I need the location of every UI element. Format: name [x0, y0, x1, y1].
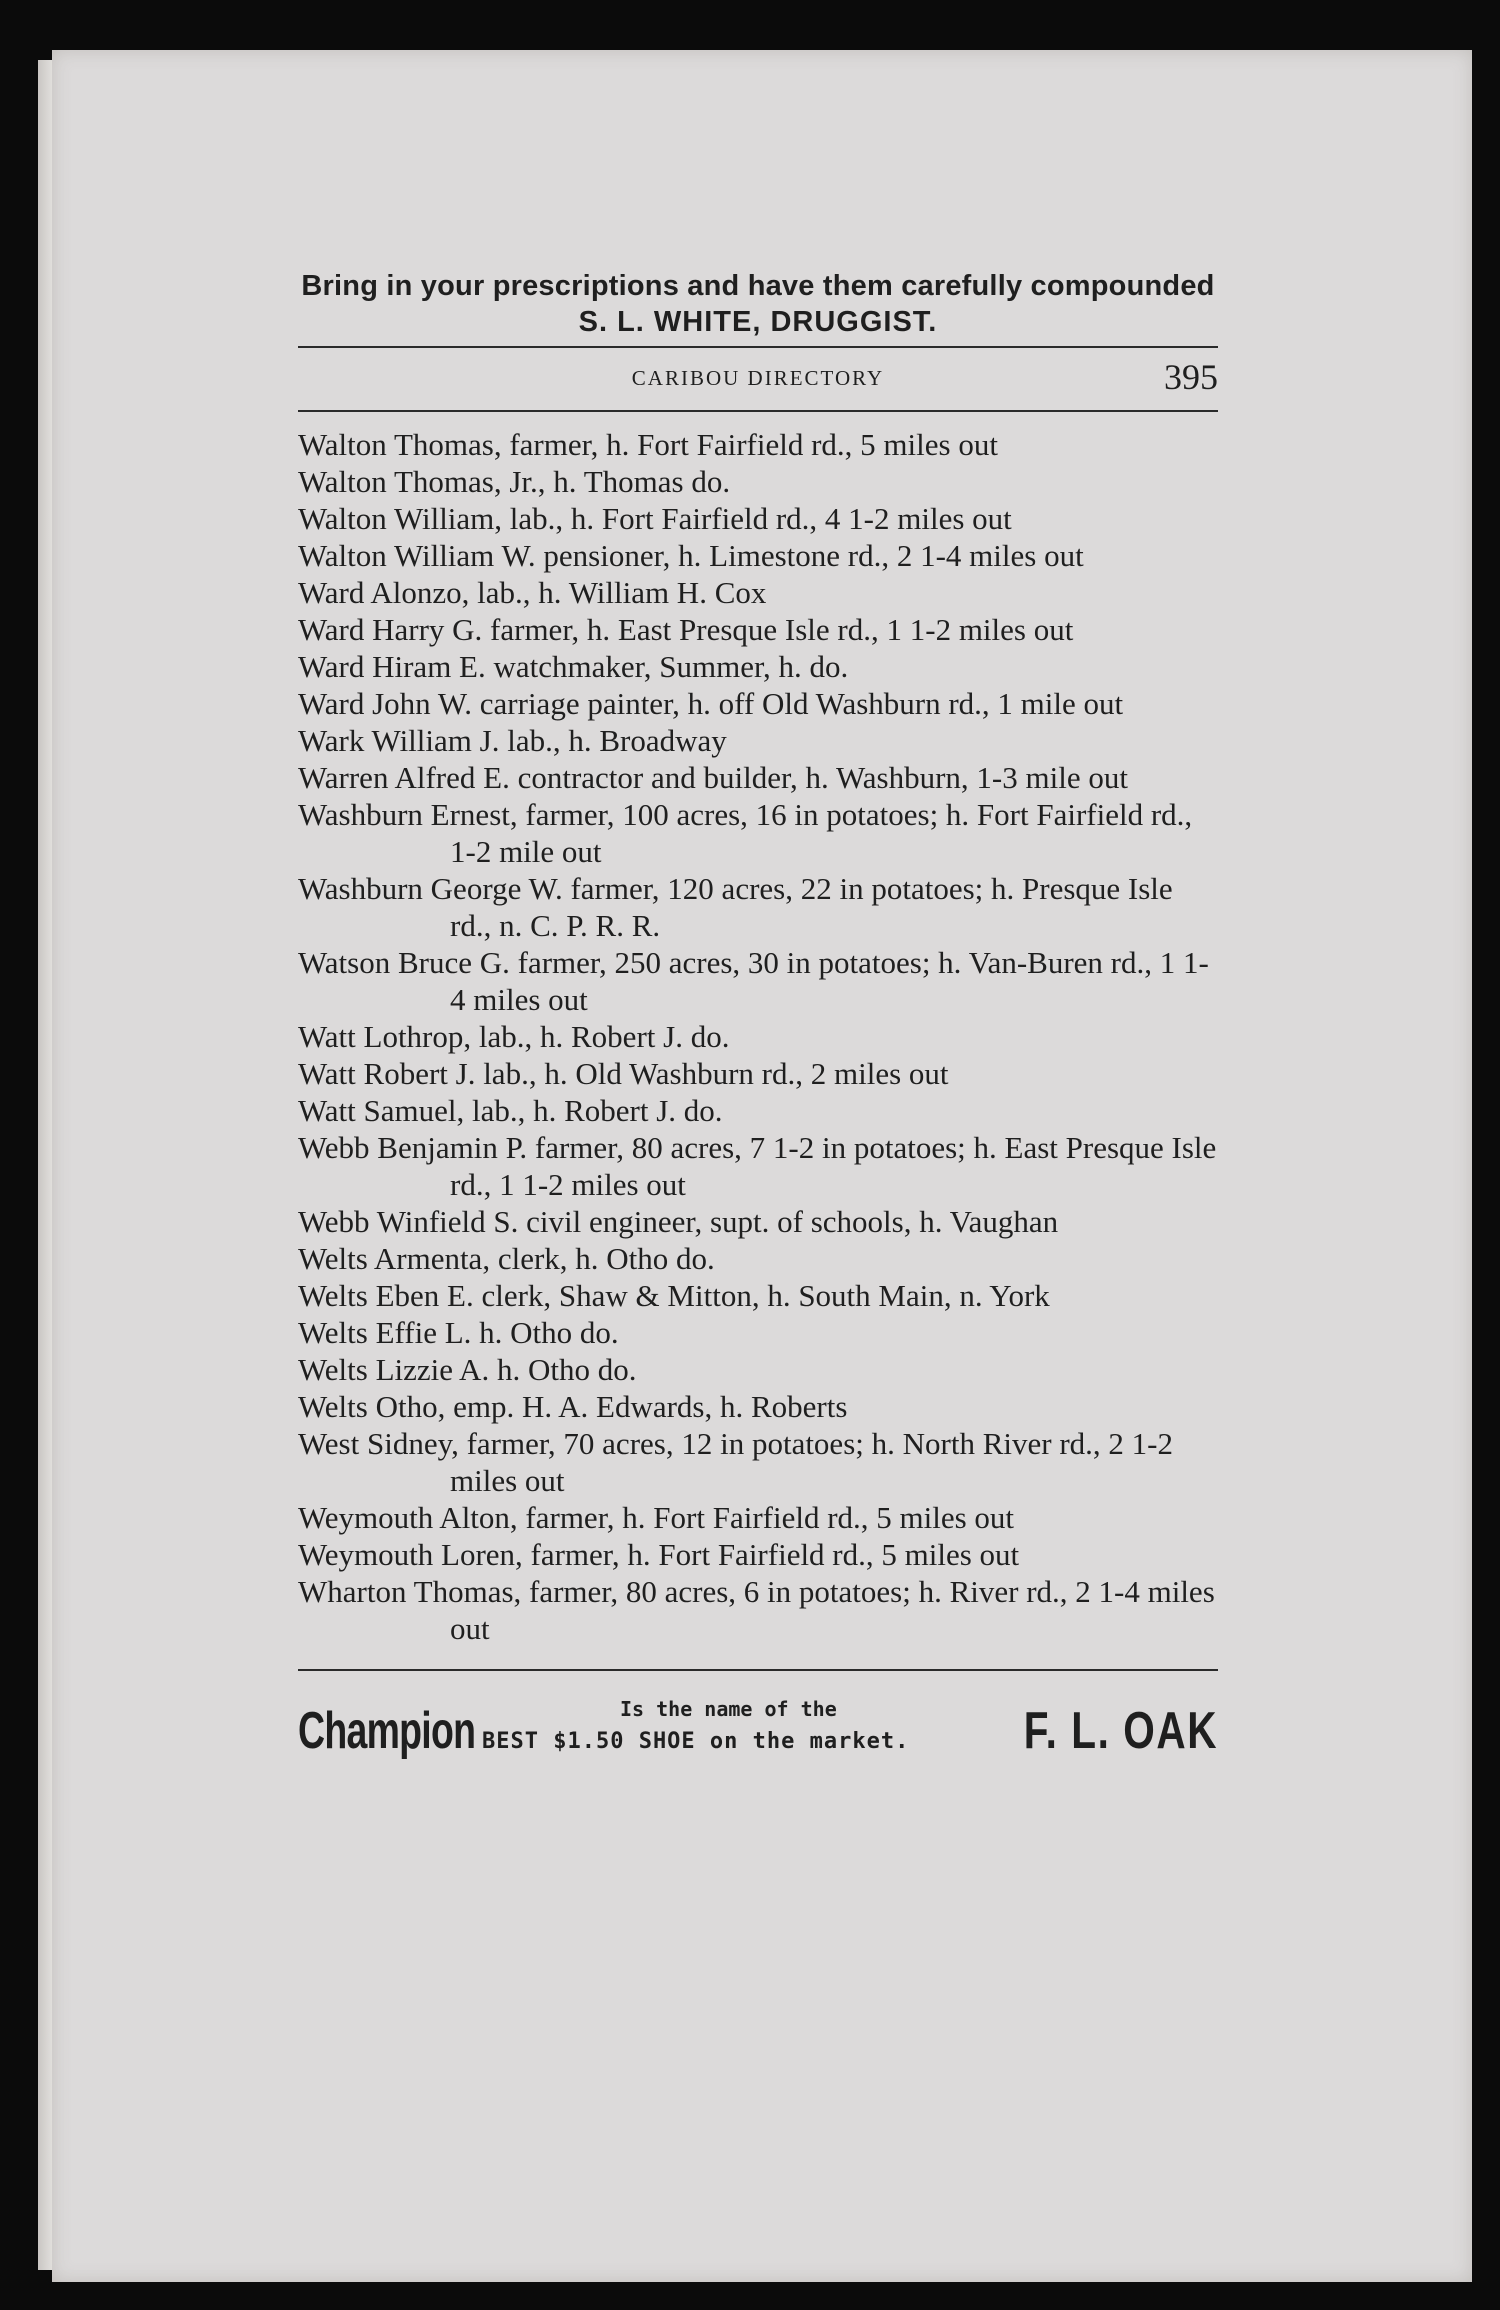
directory-entry: Washburn George W. farmer, 120 acres, 22 in potatoes; h. Presque Isle rd., n. C. P. R. R. — [298, 871, 1173, 943]
footer-advertisement — [298, 1695, 1218, 1771]
directory-entry: Welts Otho, emp. H. A. Edwards, h. Roberts — [298, 1389, 848, 1424]
directory-entry: Walton Thomas, Jr., h. Thomas do. — [298, 464, 731, 499]
page-content — [298, 268, 1218, 1771]
running-title: CARIBOU DIRECTORY — [631, 366, 885, 390]
directory-entry: Washburn Ernest, farmer, 100 acres, 16 in potatoes; h. Fort Fairfield rd., 1-2 mile out — [298, 797, 1193, 869]
directory-entry: Ward Harry G. farmer, h. East Presque Isle rd., 1 1-2 miles out — [298, 612, 1074, 647]
directory-entry: Welts Effie L. h. Otho do. — [298, 1315, 619, 1350]
directory-entry: Welts Lizzie A. h. Otho do. — [298, 1352, 637, 1387]
directory-entry: Walton William, lab., h. Fort Fairfield rd., 4 1-2 miles out — [298, 501, 1012, 536]
directory-entry: Watt Robert J. lab., h. Old Washburn rd., 2 miles out — [298, 1056, 949, 1091]
header-ad-line2: S. L. WHITE, DRUGGIST. — [578, 306, 938, 338]
footer-ad-tagline-top: Is the name of the — [620, 1697, 837, 1721]
directory-entry: Walton Thomas, farmer, h. Fort Fairfield rd., 5 miles out — [298, 427, 998, 462]
running-header — [298, 348, 1218, 404]
directory-entries — [298, 426, 1218, 1647]
directory-entry: Welts Armenta, clerk, h. Otho do. — [298, 1241, 715, 1276]
directory-entry: Ward Hiram E. watchmaker, Summer, h. do. — [298, 649, 849, 684]
directory-entry: Watson Bruce G. farmer, 250 acres, 30 in potatoes; h. Van-Buren rd., 1 1-4 miles out — [298, 945, 1209, 1017]
footer-ad-merchant: F. L. OAK — [1023, 1702, 1218, 1760]
running-header-rule — [298, 410, 1218, 412]
directory-entry: Webb Winfield S. civil engineer, supt. of schools, h. Vaughan — [298, 1204, 1059, 1239]
directory-entry: Ward Alonzo, lab., h. William H. Cox — [298, 575, 767, 610]
header-advertisement — [298, 268, 1218, 340]
footer-ad-brand: Champion — [298, 1702, 476, 1760]
directory-entry: Welts Eben E. clerk, Shaw & Mitton, h. South Main, n. York — [298, 1278, 1050, 1313]
directory-entry: Wharton Thomas, farmer, 80 acres, 6 in potatoes; h. River rd., 2 1-4 miles out — [298, 1574, 1215, 1646]
footer-ad-rule — [298, 1669, 1218, 1671]
directory-entry: Warren Alfred E. contractor and builder, h. Washburn, 1-3 mile out — [298, 760, 1128, 795]
directory-entry: Weymouth Alton, farmer, h. Fort Fairfield rd., 5 miles out — [298, 1500, 1015, 1535]
directory-entry: West Sidney, farmer, 70 acres, 12 in potatoes; h. North River rd., 2 1-2 miles out — [298, 1426, 1173, 1498]
directory-entry: Webb Benjamin P. farmer, 80 acres, 7 1-2 in potatoes; h. East Presque Isle rd., 1 1-2 miles out — [298, 1130, 1217, 1202]
footer-ad-tagline-bottom: BEST $1.50 SHOE on the market. — [482, 1729, 910, 1754]
directory-entry: Ward John W. carriage painter, h. off Old Washburn rd., 1 mile out — [298, 686, 1124, 721]
directory-entry: Watt Samuel, lab., h. Robert J. do. — [298, 1093, 723, 1128]
directory-entry: Weymouth Loren, farmer, h. Fort Fairfield rd., 5 miles out — [298, 1537, 1020, 1572]
page-number: 395 — [1164, 357, 1218, 397]
header-ad-line1: Bring in your prescriptions and have them carefully compounded — [301, 270, 1215, 302]
directory-entry: Walton William W. pensioner, h. Limestone rd., 2 1-4 miles out — [298, 538, 1084, 573]
directory-entry: Watt Lothrop, lab., h. Robert J. do. — [298, 1019, 730, 1054]
directory-entry: Wark William J. lab., h. Broadway — [298, 723, 727, 758]
